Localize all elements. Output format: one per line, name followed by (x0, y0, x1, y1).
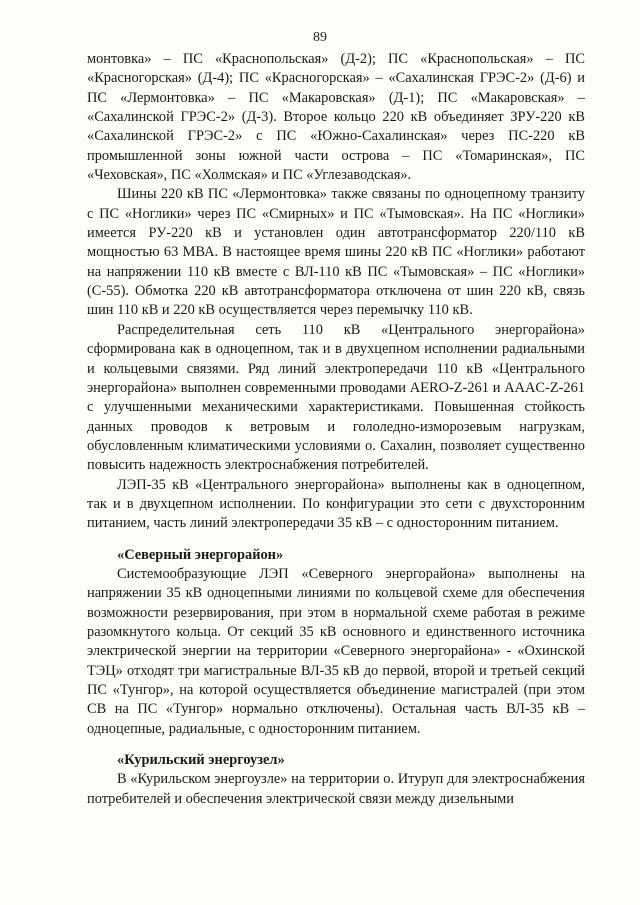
paragraph-continuation: монтовка» – ПС «Краснопольская» (Д-2); ПС «Краснопольская» – ПС «Красногорская» (Д-4); ПС «Красногорская» – «Сахалинская ГРЭС-2» (Д-6) и ПС «Лермонтовка» – ПС «Макаровская» (Д-1); ПС «Макаровская» – «Сахалинской ГРЭС-2» (Д-3). Второе кольцо 220 кВ объединяет ЗРУ-220 кВ «Сахалинской ГРЭС-2» с ПС «Южно-Сахалинская» через ПС-220 кВ промышленной зоны южной части острова – ПС «Томаринская», ПС «Чеховская», ПС «Холмская» и ПС «Углезаводская». (87, 51, 585, 184)
section-heading-kuril: «Курильский энергоузел» (117, 752, 285, 769)
paragraph-north-region: Системообразующие ЛЭП «Северного энергорайона» выполнены на напряжении 35 кВ одноцепными линиями по кольцевой схеме для обеспечения возможности резервирования, при этом в нормальной схеме работая в режиме разомкнутого кольца. От секций 35 кВ основного и единственного источника электрической энергии на территории «Северного энергорайона» - «Охинской ТЭЦ» отходят три магистральные ВЛ-35 кВ до первой, второй и третьей секций ПС «Тунгор», на которой осуществляется объединение магистралей (при этом СВ на ПС «Тунгор» нормально отключены). Остальная часть ВЛ-35 кВ – одноцепные, радиальные, с односторонним питанием. (87, 565, 585, 737)
paragraph-kuril-node: В «Курильском энергоузле» на территории о. Итуруп для электроснабжения потребителей и обеспечения электрической связи между дизельными (87, 771, 585, 807)
paragraph-distribution-110kv: Распределительная сеть 110 кВ «Центрального энергорайона» сформирована как в одноцепном, так и в двухцепном исполнении радиальными и кольцевыми связями. Ряд линий электропередачи 110 кВ «Центрального энергорайона» выполнен современными проводами AERO-Z-261 и AAAC-Z-261 с улучшенными механическими характеристиками. Повышенная стойкость данных проводов к ветровым и гололедно-изморозевым нагрузкам, обусловленным климатическими условиями о. Сахалин, позволяет существенно повысить надежность электроснабжения потребителей. (87, 321, 585, 474)
paragraph-lermontovka-buses: Шины 220 кВ ПС «Лермонтовка» также связаны по одноцепному транзиту с ПС «Ноглики» через ПС «Смирных» и ПС «Тымовская». На ПС «Ноглики» имеется РУ-220 кВ и установлен один автотрансформатор 220/110 кВ мощностью 63 МВА. В настоящее время шины 220 кВ ПС «Ноглики» работают на напряжении 110 кВ вместе с ВЛ-110 кВ ПС «Тымовская» – ПС «Ноглики» (С-55). Обмотка 220 кВ автотрансформатора отключена от шин 220 кВ, связь шин 110 кВ и 220 кВ осуществляется через перемычку 110 кВ. (87, 186, 585, 319)
page-content (87, 50, 585, 809)
page-number: 89 (313, 30, 327, 45)
section-heading-north: «Северный энергорайон» (117, 546, 284, 563)
paragraph-lep-35kv: ЛЭП-35 кВ «Центрального энергорайона» выполнены как в одноцепном, так и в двухцепном исполнении. По конфигурации это сети с двухсторонним питанием, часть линий электропередачи 35 кВ – с односторонним питанием. (87, 476, 585, 532)
